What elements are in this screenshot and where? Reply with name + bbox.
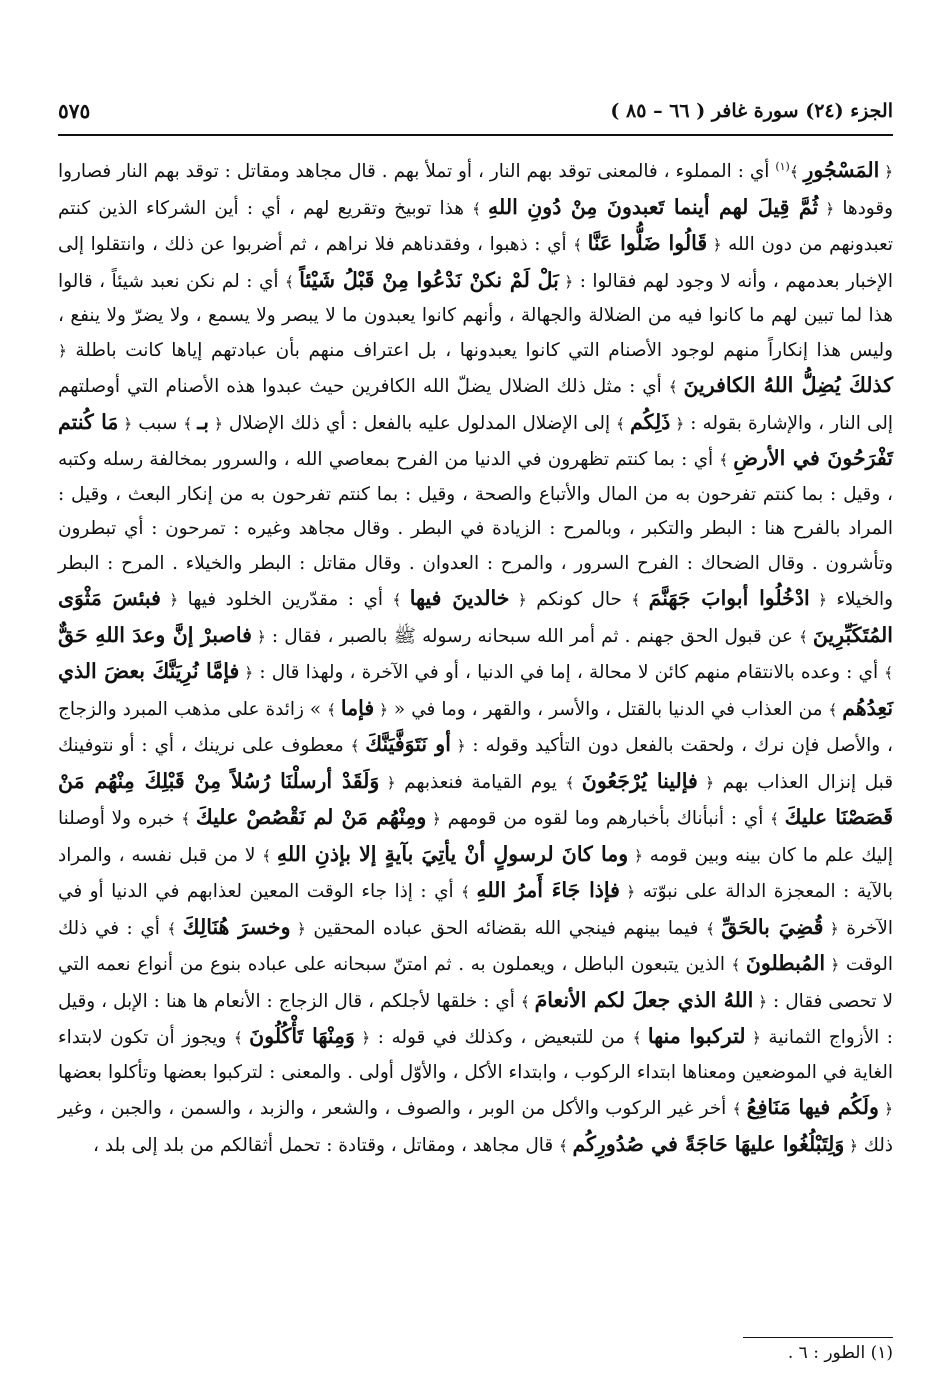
commentary-segment: أي : بما كنتم تظهرون في الدنيا من الفرح بمعاصي الله ، والسرور بمخالفة رسله وكتبه ، وقيل : بما كنتم تفرحون به من المال والأتباع والصحة ، وقيل : بما كنتم تفرحون به من إنكار البعث ، وقيل : المراد بالفرح هنا : البطر والتكبر ، وبالمرح : الزيادة في البطر . وقال مجاهد وغيره : تمرحون : أي تبطرون وتأشرون . وقال الضحاك : الفرح السرور ، والمرح : العدوان . وقال مقاتل : البطر والخيلاء . المرح : البطر والخيلاء [58, 449, 894, 611]
ornate-bracket-close: ﴾ [616, 414, 630, 433]
ornate-bracket-close: ﴾ [183, 414, 198, 433]
commentary-segment: أي : مقدّرين الخلود فيها [178, 589, 393, 611]
commentary-segment: عن قبول الحق جهنم . ثم أمر الله سبحانه رسوله ﷺ بالصبر ، فقال : [265, 625, 799, 647]
quran-verse: وَلِتَبْلُغُوا عليهَا حَاجَةً في صُدُورِكُم [572, 1131, 845, 1156]
ornate-bracket-close: ﴾ [828, 700, 843, 719]
ornate-bracket-open: ﴿ [670, 414, 685, 433]
quran-verse: اللهُ الذي جعلَ لكم الأنعامَ [534, 987, 754, 1012]
ornate-bracket-open: ﴿ [426, 810, 441, 829]
quran-verse: بـ [197, 409, 209, 434]
commentary-segment: أي : إذا جاء الوقت المعين لعذابهم في الدنيا أو في الآخرة [58, 881, 893, 939]
ornate-bracket-close: ﴾ [884, 664, 894, 683]
ornate-bracket-open: ﴿ [879, 163, 893, 182]
ornate-bracket-close: ﴾ [668, 378, 684, 397]
commentary-segment: حال كونكم [526, 589, 632, 611]
page-header [58, 92, 893, 130]
commentary-segment: لا من قبل نفسه ، والمراد بالآية : المعجزة الدالة على نبوّته [58, 844, 894, 903]
quran-verse: ذَلِكُم [629, 409, 671, 434]
ornate-bracket-open: ﴿ [251, 627, 266, 646]
ornate-bracket-open: ﴿ [290, 919, 306, 938]
ornate-bracket-open: ﴿ [374, 700, 388, 719]
footnote-marker: (١) [775, 160, 790, 173]
commentary-segment: » زائدة على مذهب المبرد والزجاج ، والأصل فإن نرك ، ولحقت بالفعل دون التأكيد وقوله : [58, 698, 893, 757]
ornate-bracket-open: ﴿ [239, 664, 254, 683]
commentary-segment: أي : أنبأناك بأخبارهم وما لقوه من قومهم [440, 808, 771, 830]
running-title: الجزء (٢٤) سورة غافر ( ٦٦ – ٨٥ ) [610, 100, 893, 122]
quran-verse: خالدينَ فيها [409, 586, 510, 611]
commentary-segment: أي : ذهبوا ، وفقدناهم فلا نراهم ، ثم أضربوا عن ذلك ، وانتقلوا إلى الإخبار بعدمهم ، وأنه لا وجود لهم فقالوا : [58, 234, 894, 292]
ornate-bracket-close: ﴾ [167, 919, 183, 938]
footnote-divider [743, 1337, 893, 1338]
ornate-bracket-open: ﴿ [823, 919, 839, 938]
ornate-bracket-open: ﴿ [628, 846, 643, 865]
commentary-segment: أي : وعده بالانتقام منهم كائن لا محالة ، إما في الدنيا ، أو في الآخرة ، ولهذا قال : [253, 662, 885, 684]
commentary-segment: أي : خلقها لأجلكم ، قال الزجاج : الأنعام ها هنا : الإبل ، وقيل : الأزواج الثمانية [58, 990, 893, 1049]
ornate-bracket-open: ﴿ [697, 773, 715, 792]
quran-verse: ولَكُم فيها مَنَافِعُ [746, 1095, 879, 1120]
commentary-segment: أي : لم نكن نعبد شيئاً ، قالوا هذا لما تبين لهم ما كانوا فيه من الضلالة والجهالة ، وأنهم كانوا يعبدون ما لا يبصر ولا يسمع ، ولا يضرّ ولا ينفع ، وليس هذا إنكاراً منهم لوجود الأصنام التي كانوا يعبدونها ، بل اعتراف منهم بأن عبادتهم إياها كانت باطلة [58, 270, 893, 361]
commentary-segment: سبب [132, 412, 184, 434]
ornate-bracket-open: ﴿ [745, 1029, 761, 1048]
commentary-segment: قال مجاهد ، ومقاتل ، وقتادة : تحمل أثقالكم من بلد إلى بلد ، [93, 1134, 559, 1156]
commentary-segment: أي : في ذلك الوقت [58, 917, 893, 976]
commentary-segment: ويجوز أن تكون لابتداء الغاية في الموضعين ومعناها ابتداء الركوب ، وابتداء الأكل ، والأوّل أولى . والمعنى : لتركبوا بعضها وتأكلوا بعضها [58, 1027, 893, 1083]
ornate-bracket-close: ﴾ [181, 810, 196, 829]
ornate-bracket-close: ﴾ [573, 236, 588, 255]
commentary-segment: أي : مثل ذلك الضلال يضلّ الله الكافرين حيث عبدوا هذه الأصنام التي أوصلتهم إلى النار ، والإشارة بقوله : [58, 376, 894, 434]
quran-verse: ثُمَّ قِيلَ لهم أينما تَعبدونَ مِنْ دُونِ اللهِ [488, 194, 819, 219]
ornate-bracket-close: ﴾ [262, 846, 277, 865]
ornate-bracket-open: ﴿ [619, 883, 636, 902]
quran-verse: ومِنْهُم مَنْ لم نَقْصُصْ عليكَ [195, 805, 427, 830]
ornate-bracket-open: ﴿ [809, 591, 827, 610]
quran-verse: فإذا جَاءَ أَمرُ اللهِ [476, 878, 620, 903]
commentary-segment: يوم القيامة فنعذبهم [395, 771, 566, 793]
quran-verse: أو نَتَوَفَّيَنَّكَ [365, 732, 451, 757]
commentary-segment: الذين يتبعون الباطل ، ويعملون به . ثم امتنّ سبحانه على عباده بنوع من أنواع نعمه التي لا تحصى فقال : [58, 954, 894, 1012]
quran-verse: كذلكَ يُضِلُّ اللهُ الكافرينَ [683, 373, 893, 398]
quran-verse: فاصبرْ إنَّ وعدَ اللهِ حَقٌّ [58, 622, 252, 647]
quran-verse: فإلينا يُرْجَعُونَ [581, 768, 698, 793]
commentary-segment: من العذاب في الدنيا بالقتل ، والأسر ، والقهر ، وما في « [387, 698, 829, 720]
commentary-text [58, 150, 893, 1163]
ornate-bracket-open: ﴿ [58, 341, 67, 360]
footnote: (١) الطور : ٦ . [787, 1343, 893, 1363]
ornate-bracket-close: ﴾ [632, 1029, 648, 1048]
ornate-bracket-open: ﴿ [160, 591, 179, 610]
ornate-bracket-close: ﴾ [706, 919, 722, 938]
ornate-bracket-close: ﴾ [520, 992, 535, 1011]
ornate-bracket-open: ﴿ [208, 414, 223, 433]
ornate-bracket-open: ﴿ [558, 272, 574, 291]
commentary-segment: فيما بينهم فينجي الله بقضائه الحق عباده المحقين [305, 917, 707, 939]
page-number: ٥٧٥ [58, 99, 91, 123]
ornate-bracket-open: ﴿ [509, 591, 527, 610]
ornate-bracket-close: ﴾ [770, 810, 785, 829]
quran-verse: فإمَّا نُرِيَنَّكَ بعضَ الذي نَعِدُهُم [58, 659, 894, 720]
ornate-bracket-open: ﴿ [707, 236, 722, 255]
ornate-bracket-open: ﴿ [450, 737, 466, 756]
ornate-bracket-open: ﴿ [379, 773, 396, 792]
quran-verse: فإما [340, 695, 375, 720]
commentary-segment: إلى الإضلال المدلول عليه بالفعل : أي ذلك الإضلال [222, 412, 617, 434]
quran-verse: وَلَقَدْ أرسلْنَا رُسُلاً مِنْ قَبْلِكَ مِنْهُم مَنْ قَصَصْنَا عليكَ [58, 768, 893, 830]
ornate-bracket-close: ﴾ [731, 956, 746, 975]
quran-verse: فبئسَ مَثْوَى المُتَكَبِّرِينَ [58, 586, 893, 647]
quran-verse: المُبطلونَ [745, 951, 826, 976]
ornate-bracket-open: ﴿ [354, 1029, 371, 1048]
ornate-bracket-close: ﴾ [631, 591, 649, 610]
quran-verse: ادْخُلُوا أبوابَ جَهَنَّمَ [648, 586, 810, 611]
header-divider [58, 134, 893, 136]
ornate-bracket-close: ﴾ [472, 199, 489, 218]
ornate-bracket-close: ﴾ [799, 627, 813, 646]
ornate-bracket-close: ﴾ [461, 883, 477, 902]
ornate-bracket-close: ﴾ [327, 700, 341, 719]
commentary-segment: أخر غير الركوب والأكل من الوبر ، والصوف ، والشعر ، والزبد ، والسمن ، والجبن ، وغير ذلك [58, 1098, 893, 1156]
commentary-segment: معطوف على نرينك ، أي : أو نتوفينك قبل إنزال العذاب بهم [58, 735, 893, 793]
ornate-bracket-open: ﴿ [753, 992, 768, 1011]
quran-verse: لتركبوا منها [647, 1024, 746, 1049]
ornate-bracket-close: ﴾ [350, 737, 366, 756]
quran-verse: المَسْجُورِ [803, 158, 880, 183]
ornate-bracket-close: ﴾ [285, 272, 300, 291]
ornate-bracket-open: ﴿ [818, 199, 835, 218]
commentary-segment: خبره ولا أوصلنا إليك علم ما كان بينه وبين قومه [58, 808, 894, 866]
ornate-bracket-close: ﴾ [558, 1136, 573, 1155]
quran-verse: وما كانَ لرسولٍ أنْ يأتِيَ بآيةٍ إلا بإذنِ اللهِ [276, 841, 629, 866]
quran-verse: مَا كُنتم تَفْرَحُونَ في الأرضِ [58, 409, 894, 471]
ornate-bracket-open: ﴿ [844, 1136, 858, 1155]
ornate-bracket-close: ﴾ [392, 591, 410, 610]
ornate-bracket-close: ﴾ [233, 1029, 250, 1048]
ornate-bracket-close: ﴾ [565, 773, 582, 792]
ornate-bracket-open: ﴿ [825, 956, 840, 975]
quran-verse: قُضِيَ بالحَقِّ [721, 914, 824, 939]
quran-verse: بَلْ لَمْ نكنْ نَدْعُوا مِنْ قَبْلُ شَيْئاً [299, 267, 559, 292]
quran-verse: وخسرَ هُنَالِكَ [182, 914, 291, 939]
commentary-segment: من للتبعيض ، وكذلك في قوله : [370, 1027, 633, 1049]
commentary-segment: هذا توبيخ وتقريع لهم ، أي : أين الشركاء الذين كنتم تعبدونهم من دون الله [58, 197, 893, 256]
ornate-bracket-close: ﴾ [719, 451, 734, 470]
ornate-bracket-open: ﴿ [118, 414, 133, 433]
ornate-bracket-close: ﴾ [789, 163, 804, 182]
commentary-segment: أي : المملوء ، فالمعنى توقد بهم النار ، أو تملأ بهم . قال مجاهد ومقاتل : توقد بهم النار فصاروا وقودها [58, 161, 893, 219]
ornate-bracket-open: ﴿ [878, 1100, 893, 1119]
quran-verse: قَالُوا ضَلُّوا عَنَّا [587, 231, 708, 256]
ornate-bracket-close: ﴾ [732, 1100, 747, 1119]
quran-verse: وَمِنْهَا تَأْكُلُونَ [249, 1024, 355, 1049]
